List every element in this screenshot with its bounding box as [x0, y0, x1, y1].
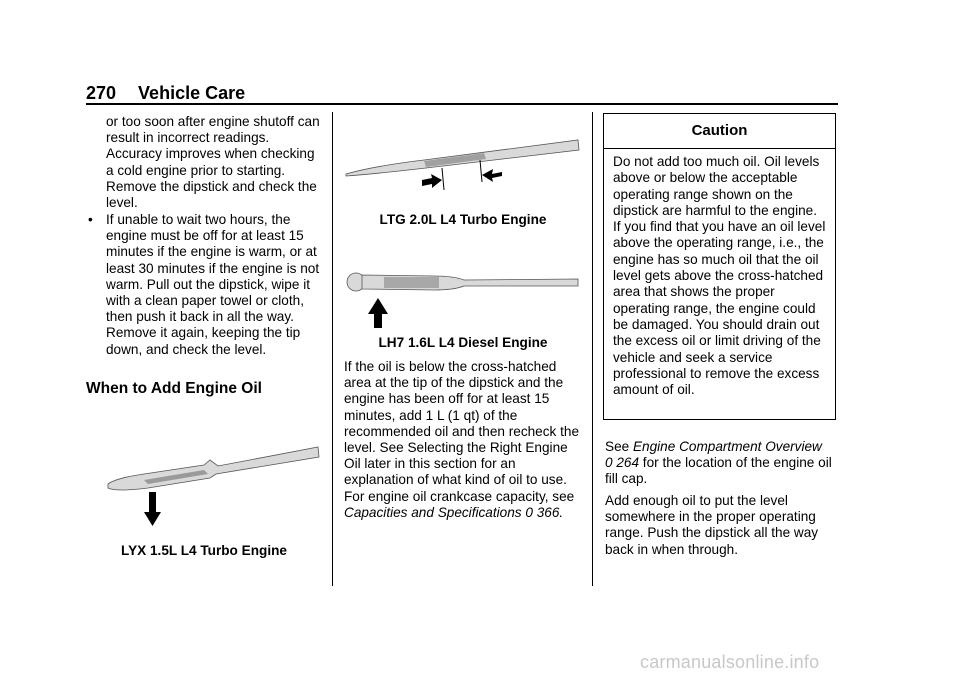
lh7-dipstick-illustration: [344, 262, 580, 334]
header-rule: [86, 103, 838, 105]
section-title: Vehicle Care: [138, 83, 246, 103]
col2-paragraph: If the oil is below the cross-hatched area at the tip of the dipstick and the engine has been off for at least 15 minutes, add 1 L (1 qt) of the recommended oil and then recheck the level. See Selecting the Right Engine Oil later in this section for an explanation of what kind of oil to use. For engine oil crankcase capacity, see Capacities and Specifications 0 366.: [344, 359, 580, 520]
col1-bullet-item: [88, 212, 322, 358]
arrow-up-icon: [144, 492, 161, 526]
page-number: 270: [86, 83, 117, 103]
lyx-dipstick-illustration: [104, 440, 320, 530]
link-engine-compartment[interactable]: Engine Compartment Overview: [632, 439, 822, 454]
col1-paragraph-2: If unable to wait two hours, the engine must be off for at least 15 minutes if the engine is warm, or at least 30 minutes if the engine is not warm. Pull out the dipstick, wipe it with a clean paper towel or cloth, then push it back in all the way. Remove it again, keeping the tip down, and check the level.: [106, 212, 320, 357]
ref-page-366: 0 366.: [525, 504, 564, 520]
link-capacities[interactable]: Capacities and Specifications: [344, 504, 522, 520]
col1-paragraph-1: or too soon after engine shutoff can result in incorrect readings. Accuracy improves when checking a cold engine prior to starting. Remove the dipstick and check the level.: [106, 114, 320, 211]
caption-lh7: LH7 1.6L L4 Diesel Engine: [378, 335, 548, 350]
caption-lyx: LYX 1.5L L4 Turbo Engine: [121, 543, 287, 558]
caution-title: Caution: [604, 114, 835, 149]
caption-ltg: LTG 2.0L L4 Turbo Engine: [379, 212, 547, 227]
caution-box: [603, 113, 836, 420]
col3-paragraph-1: See Engine Compartment Overview 0 264 for the location of the engine oil fill cap.: [605, 439, 832, 487]
column-divider-2: [592, 112, 593, 586]
col3-paragraph-2: Add enough oil to put the level somewhere in the proper operating range. Push the dipstick all the way back in when through.: [605, 493, 819, 557]
bullet-marker: •: [88, 212, 93, 227]
column-divider-1: [332, 112, 333, 586]
ref-page-264: 0 264: [605, 455, 640, 471]
section-heading: When to Add Engine Oil: [86, 380, 262, 397]
arrow-up-icon-2: [368, 298, 388, 328]
page-header: [86, 83, 245, 104]
watermark: carmanualsonline.info: [640, 652, 820, 672]
ltg-dipstick-illustration: [344, 138, 580, 196]
caution-body: Do not add too much oil. Oil levels above or below the acceptable operating range shown on the dipstick are harmful to the engine. If you find that you have an oil level above the operating range, i.e., the engine has so much oil that the oil level gets above the cross-hatched area that shows the proper operating range, the engine could be damaged. You should drain out the excess oil or limit driving of the vehicle and seek a service professional to remove the excess amount of oil.: [613, 154, 826, 398]
arrow-right-icon: [422, 174, 442, 188]
arrow-left-icon: [482, 169, 502, 182]
